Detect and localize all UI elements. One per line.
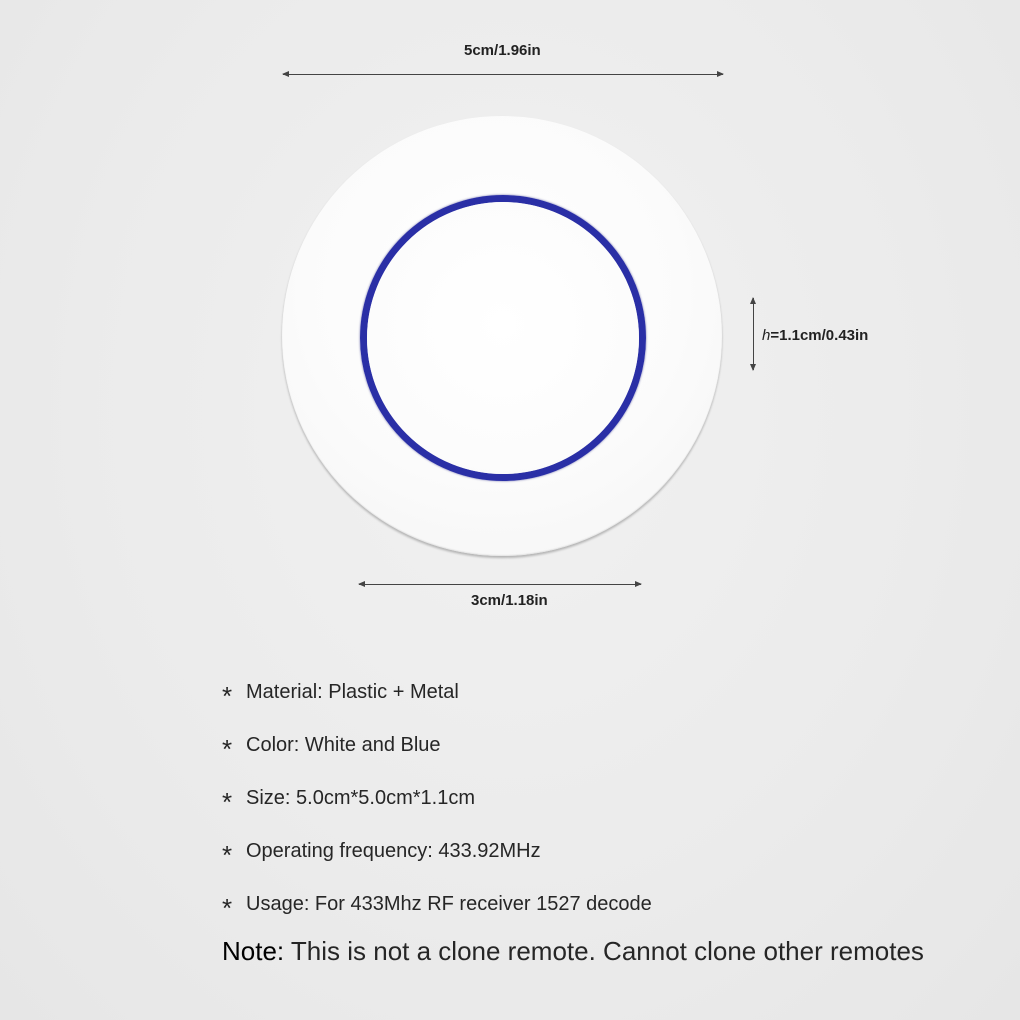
inner-width-label: 3cm/1.18in xyxy=(471,592,548,609)
spec-text: Operating frequency: 433.92MHz xyxy=(246,840,541,862)
height-label xyxy=(762,327,868,344)
asterisk-bullet-icon: * xyxy=(222,786,233,817)
height-symbol: h xyxy=(762,327,771,344)
spec-item xyxy=(222,666,652,719)
spec-item xyxy=(222,825,652,878)
spec-item xyxy=(222,772,652,825)
outer-width-label: 5cm/1.96in xyxy=(464,42,541,59)
outer-width-dimension-line xyxy=(283,74,723,75)
asterisk-bullet-icon: * xyxy=(222,892,233,923)
inner-width-dimension-line xyxy=(359,584,641,585)
spec-text: Usage: For 433Mhz RF receiver 1527 decode xyxy=(246,893,652,915)
note-text: This is not a clone remote. Cannot clone other remotes xyxy=(284,936,924,966)
button-press-surface xyxy=(367,202,639,474)
note-label: Note: xyxy=(222,936,285,966)
spec-item xyxy=(222,719,652,772)
spec-text: Size: 5.0cm*5.0cm*1.1cm xyxy=(246,787,475,809)
asterisk-bullet-icon: * xyxy=(222,680,233,711)
asterisk-bullet-icon: * xyxy=(222,839,233,870)
spec-list xyxy=(222,666,652,931)
spec-item xyxy=(222,878,652,931)
note xyxy=(222,936,924,967)
asterisk-bullet-icon: * xyxy=(222,733,233,764)
height-value: =1.1cm/0.43in xyxy=(770,327,869,344)
height-dimension-line xyxy=(753,298,754,370)
spec-text: Color: White and Blue xyxy=(246,734,441,756)
spec-text: Material: Plastic + Metal xyxy=(246,681,459,703)
